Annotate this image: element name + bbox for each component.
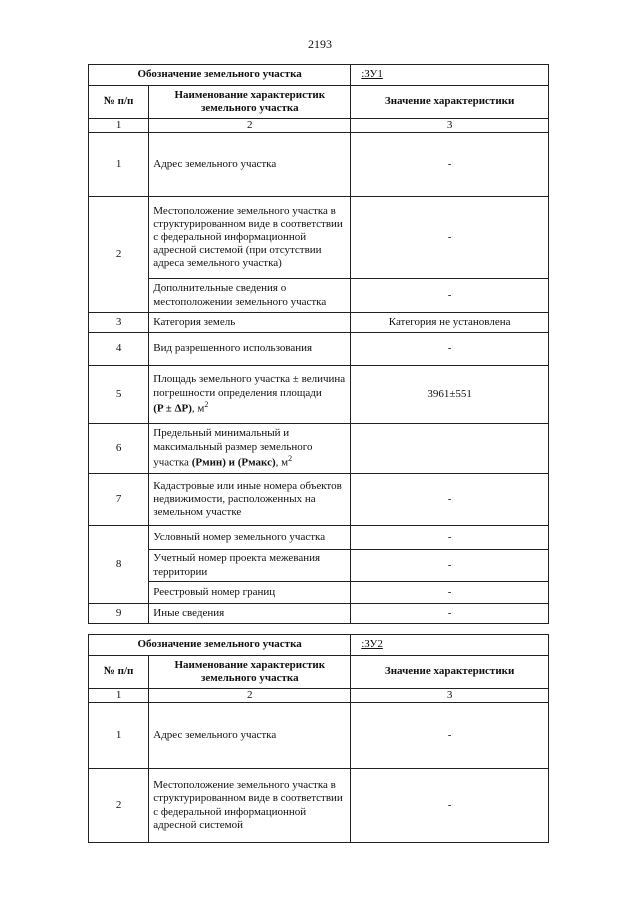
header-num: № п/п [89,86,149,119]
header-value: Значение характеристики [351,86,549,119]
page-number: 2193 [308,37,332,51]
row-value: - [351,333,549,366]
row-name: Адрес земельного участка [149,133,351,197]
row-name: Условный номер земельного участка [149,526,351,550]
table-row [89,703,549,769]
row-value: - [351,526,549,550]
land-plot-table-2 [88,634,549,843]
land-plot-table-1 [88,64,549,624]
row-name: Вид разрешенного использования [149,333,351,366]
table-row [89,279,549,313]
row-value: - [351,474,549,526]
row-value: - [351,604,549,624]
row-name: Реестровый номер границ [149,582,351,604]
row-name: Предельный минимальный и максимальный размер земельного участка (Pмин) и (Pмакс), $м^2$ [149,424,351,474]
row-value [351,424,549,474]
row-value: - [351,582,549,604]
row-number: 2 [89,769,149,843]
row-number: 4 [89,333,149,366]
row-number: 8 [89,526,149,604]
col-number: 1 [89,689,149,703]
header-num: № п/п [89,656,149,689]
table-row [89,474,549,526]
row-number: 9 [89,604,149,624]
table-row [89,133,549,197]
col-number: 3 [351,689,549,703]
row-number: 3 [89,313,149,333]
row-number: 1 [89,703,149,769]
row-number: 7 [89,474,149,526]
designation-value: :ЗУ1 [351,65,549,86]
row-value: - [351,703,549,769]
table-row [89,197,549,279]
row-value: - [351,550,549,582]
row-name: Местоположение земельного участка в структурированном виде в соответствии с федеральной информационной адресной системой (при отсутствии адреса земельного участка) [149,197,351,279]
header-name: Наименование характеристик земельного участка [149,656,351,689]
designation-label: Обозначение земельного участка [89,65,351,86]
row-name: Учетный номер проекта межевания территории [149,550,351,582]
table-row [89,604,549,624]
designation-label: Обозначение земельного участка [89,635,351,656]
table-row [89,366,549,424]
header-value: Значение характеристики [351,656,549,689]
row-value: - [351,279,549,313]
table-row [89,333,549,366]
row-name: Кадастровые или иные номера объектов недвижимости, расположенных на земельном участке [149,474,351,526]
row-value: - [351,197,549,279]
row-name: Дополнительные сведения о местоположении земельного участка [149,279,351,313]
row-name: Иные сведения [149,604,351,624]
row-number: 1 [89,133,149,197]
table-row [89,582,549,604]
row-number: 6 [89,424,149,474]
col-number: 2 [149,689,351,703]
table-row [89,313,549,333]
row-value: - [351,769,549,843]
table-row [89,550,549,582]
col-number: 1 [89,119,149,133]
col-number: 3 [351,119,549,133]
col-number: 2 [149,119,351,133]
row-number: 5 [89,366,149,424]
header-name: Наименование характеристик земельного участка [149,86,351,119]
row-value: - [351,133,549,197]
row-value: 3961±551 [351,366,549,424]
table-row [89,769,549,843]
table-row [89,424,549,474]
row-name: Адрес земельного участка [149,703,351,769]
row-number: 2 [89,197,149,313]
row-value: Категория не установлена [351,313,549,333]
designation-value: :ЗУ2 [351,635,549,656]
table-row [89,526,549,550]
row-name: Категория земель [149,313,351,333]
row-name: Местоположение земельного участка в структурированном виде в соответствии с федеральной информационной адресной системой [149,769,351,843]
row-name: Площадь земельного участка ± величина погрешности определения площади (P ± ΔP), $м^2$ [149,366,351,424]
